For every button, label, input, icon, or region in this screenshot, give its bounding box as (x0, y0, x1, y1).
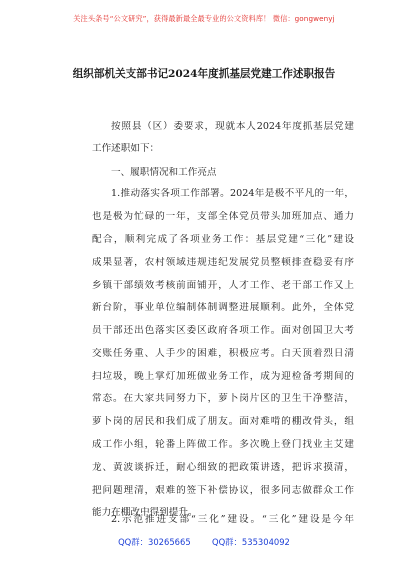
qq-group-1: QQ群：30265665 (118, 537, 191, 547)
paragraph-line: 扫垃圾，晚上掌灯加班做业务工作，成为迎检备考期间的 (92, 371, 354, 382)
paragraph-line: 交账任务重、人手少的困难，积极应考。白天顶着烈日清 (92, 348, 354, 359)
paragraph-line: 成工作小组，轮番上阵做工作。多次晚上登门找业主艾建 (92, 439, 354, 450)
paragraph-line: 萝卜岗的居民和我们成了朋友。面对难啃的棚改骨头，组 (92, 416, 354, 427)
qq-group-2: QQ群：535304092 (212, 537, 290, 547)
paragraph-line: 龙、黄波谈拆迁，耐心细致的把政策讲透，把诉求摸清， (92, 462, 354, 473)
paragraph-line: 成果显著，农村领域违规违纪发展党员整顿排查稳妥有序 (92, 257, 354, 268)
paragraph-line: 配合，顺利完成了各项业务工作：基层党建“三化”建设 (92, 234, 354, 245)
paragraph-line: 乡镇干部绩效考核前面铺开，人才工作、老干部工作又上 (92, 280, 354, 291)
paragraph-line: 把问题理清，艰难的签下补偿协议，很多同志做群众工作 (92, 485, 354, 496)
document-title: 组织部机关支部书记2024年度抓基层党建工作述职报告 (72, 68, 336, 80)
paragraph-line: 1.推动落实各项工作部署。2024年是极不平凡的一年， (111, 188, 354, 199)
paragraph-line: 常态。在大家共同努力下，萝卜岗片区的卫生干净整洁， (92, 393, 354, 404)
paragraph-line: 员干部还出色落实区委区政府各项工作。面对创国卫大考 (92, 325, 354, 336)
paragraph-line: 工作述职如下： (92, 143, 160, 154)
section-heading: 一、履职情况和工作亮点 (111, 167, 217, 178)
paragraph-line: 也是极为忙碌的一年，支部全体党员带头加班加点、通力 (92, 211, 354, 222)
paragraph-line: 2.示范推进支部“三化”建设。“三化”建设是今年 (111, 514, 354, 525)
top-banner: 关注头条号“公文研究”，获得最新最全最专业的公文资料库！ 微信：gongwenyj (73, 14, 335, 23)
paragraph-line: 按照县（区）委要求，现就本人2024年度抓基层党建 (111, 121, 354, 132)
footer-contacts (0, 536, 408, 548)
paragraph-line: 新台阶，事业单位编制体制调整进展顺利。此外，全体党 (92, 302, 354, 313)
paragraph-line: 能力在棚改中得到提升。 (92, 507, 198, 518)
